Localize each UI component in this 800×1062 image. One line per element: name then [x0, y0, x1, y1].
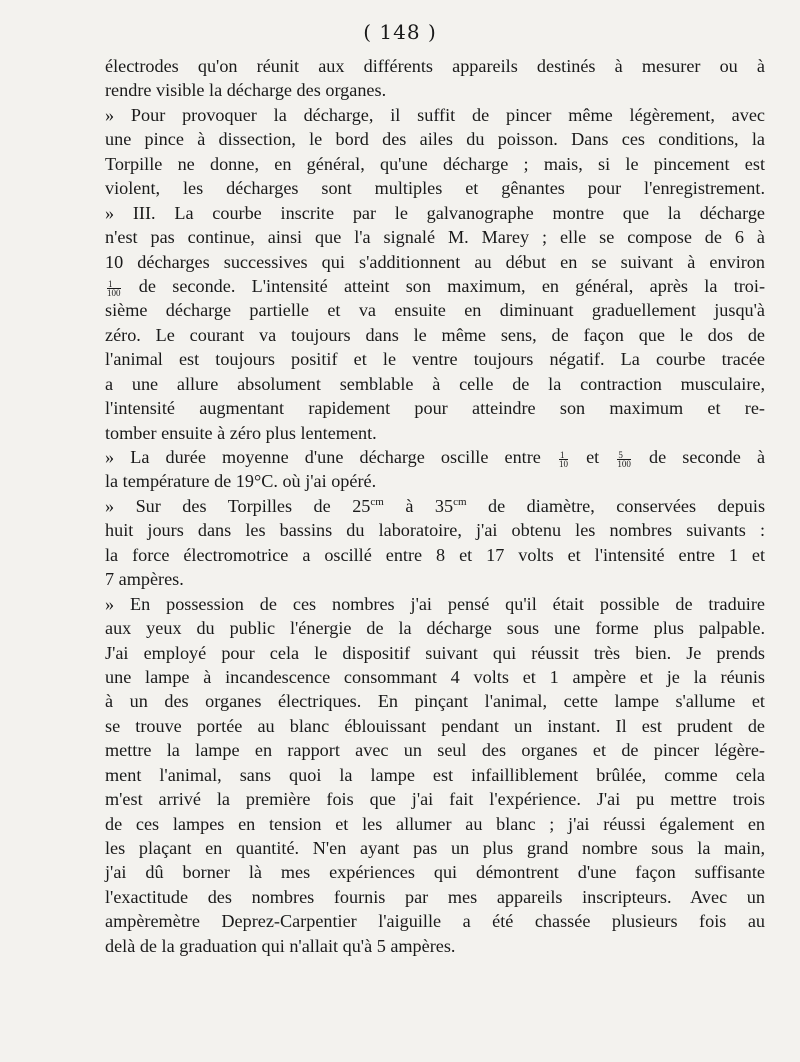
text-line: se trouve portée au blanc éblouissant pendant un instant. Il est prudent de: [105, 715, 765, 736]
fraction-five-hundredths: $\frac{5}{100}$: [617, 450, 631, 469]
text-line: les plaçant en quantité. N'en ayant pas un plus grand nombre sous la main,: [105, 838, 765, 858]
text-line: tomber ensuite à zéro plus lentement.: [105, 422, 377, 443]
text-line: Torpille ne donne, en général, qu'une décharge ; mais, si le pincement est: [105, 153, 765, 174]
text-line: violent, les décharges sont multiples et gênantes pour l'enregistrement.: [105, 178, 765, 199]
page-number: ( 148 ): [363, 20, 437, 44]
text-line: » III. La courbe inscrite par le galvanographe montre que la décharge: [105, 202, 765, 223]
text-line: l'intensité augmentant rapidement pour atteindre son maximum et re-: [105, 398, 765, 419]
text-line: » Pour provoquer la décharge, il suffit de pincer même légèrement, avec: [105, 104, 765, 125]
text-line: j'ai dû borner là mes expériences qui démontrent d'une façon suffisante: [105, 862, 765, 883]
text-line: ampèremètre Deprez-Carpentier l'aiguille a été chassée plusieurs fois au: [105, 911, 765, 932]
text-line: $\frac{1}{100}$ de seconde. L'intensité atteint son maximum, en général, après la troi-: [107, 275, 766, 298]
text-line: rendre visible la décharge des organes.: [105, 80, 387, 101]
text-line: a une allure absolument semblable à celle de la contraction musculaire,: [105, 373, 765, 394]
text-line: l'animal est toujours positif et le ventre toujours négatif. La courbe tracée: [105, 349, 765, 370]
text-line: sième décharge partielle et va ensuite en diminuant graduellement jusqu'à: [105, 300, 765, 321]
text-line: la température de 19°C. où j'ai opéré.: [105, 471, 377, 492]
text-line: n'est pas continue, ainsi que l'a signalé M. Marey ; elle se compose de 6 à: [105, 227, 765, 248]
text-line: zéro. Le courant va toujours dans le même sens, de façon que le dos de: [105, 324, 765, 345]
text-line: delà de la graduation qui n'allait qu'à 5 ampères.: [105, 935, 456, 956]
text-line: » Sur des Torpilles de $25^{cm}$ à $35^{cm}$ de diamètre, conservées depuis: [105, 495, 766, 516]
text-line: m'est arrivé la première fois que j'ai fait l'expérience. J'ai pu mettre trois: [105, 789, 765, 810]
text-line: mettre la lampe en rapport avec un seul des organes et de pincer légère-: [105, 740, 765, 761]
text-line: » La durée moyenne d'une décharge oscille entre $\frac{1}{10}$ et $\frac{5}{100}$ de seconde à: [105, 447, 766, 469]
text-line: électrodes qu'on réunit aux différents appareils destinés à mesurer ou à: [105, 56, 765, 76]
body-text: [105, 54, 765, 958]
text-line: une lampe à incandescence consommant 4 volts et 1 ampère et je la réunis: [105, 666, 765, 687]
text-line: 7 ampères.: [105, 569, 184, 590]
text-line: » En possession de ces nombres j'ai pensé qu'il était possible de traduire: [105, 593, 765, 614]
text-line: J'ai employé pour cela le dispositif suivant qui réussit très bien. Je prends: [105, 642, 765, 663]
fraction-one-hundredth: $\frac{1}{100}$: [107, 278, 121, 298]
text-line: 10 décharges successives qui s'additionnent au début en se suivant à environ: [105, 251, 765, 272]
text-line: aux yeux du public l'énergie de la décharge sous une forme plus palpable.: [105, 618, 765, 639]
text-line: à un des organes électriques. En pinçant l'animal, cette lampe s'allume et: [105, 691, 765, 712]
text-line: une pince à dissection, le bord des ailes du poisson. Dans ces conditions, la: [105, 129, 765, 150]
text-line: de ces lampes en tension et les allumer au blanc ; j'ai réussi également en: [105, 813, 765, 834]
text-line: ment l'animal, sans quoi la lampe est infailliblement brûlée, comme cela: [105, 764, 765, 785]
text-line: la force électromotrice a oscillé entre 8 et 17 volts et l'intensité entre 1 et: [105, 544, 765, 565]
fraction-one-tenth: $\frac{1}{10}$: [558, 450, 568, 469]
text-line: huit jours dans les bassins du laboratoire, j'ai obtenu les nombres suivants :: [105, 520, 765, 541]
text-line: l'exactitude des nombres fournis par mes appareils inscripteurs. Avec un: [105, 886, 765, 907]
